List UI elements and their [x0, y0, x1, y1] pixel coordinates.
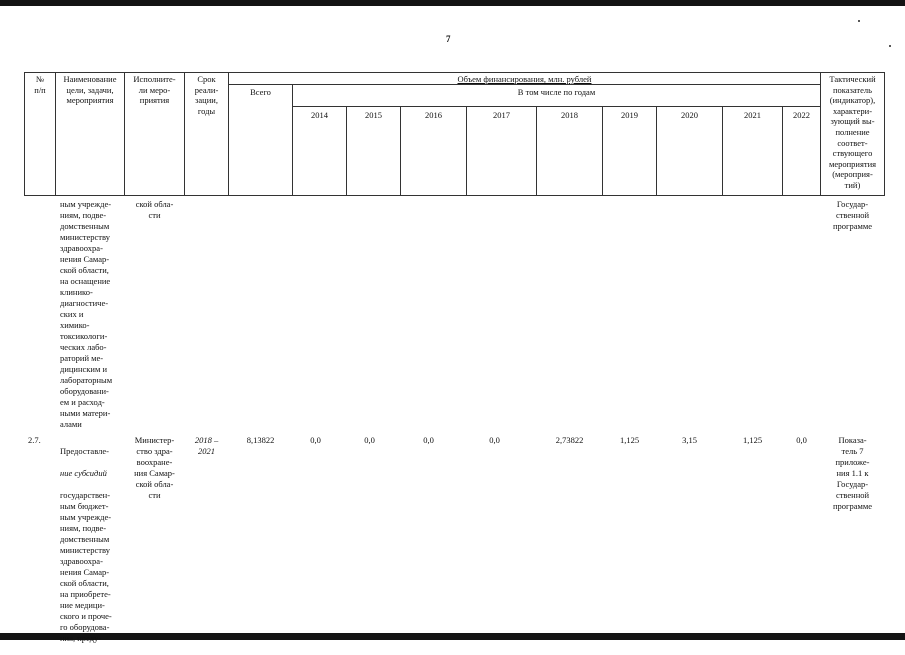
year-2017: 2017 [493, 110, 510, 120]
row-value-2020: 3,15 [682, 435, 697, 445]
continuation-indicator: Государ- ственной программе [832, 199, 873, 231]
row-value-2017: 0,0 [489, 435, 500, 445]
year-2022: 2022 [793, 110, 810, 120]
header-executor: Исполните- ли меро- приятия [133, 74, 176, 106]
row-term: 2018 – 2021 [194, 435, 219, 456]
row-name-rest: государствен- ным бюджет- ным учрежде- ниям, подве- домственным министерству здравоохра- нения Самар- ской области, на приобрете- ние медици- ского и проче- го оборудова- ния, преду- [60, 490, 112, 643]
row-name-subsidy: ние субсидий [60, 468, 107, 478]
header-indicator: Тактический показатель (индикатор), характери- зующий вы- полнение соответ- ствующего мероприятия (мероприя- тий) [828, 74, 877, 190]
row-executor: Министер- ство здра- воохране- ния Самар- ской обла- сти [134, 435, 175, 500]
row-name [60, 435, 126, 655]
year-2021: 2021 [744, 110, 761, 120]
continuation-name: ным учрежде- ниям, подве- домственным министерству здравоохра- нения Самар- ской области, на оснащение клинико- диагностиче- ских и химико- токсикологи- ческих лабо- раторий ме- дицинским и лабораторным оборудовани- ем и расход- ными матери- алами [60, 199, 113, 429]
year-2020: 2020 [681, 110, 698, 120]
header-by-years: В том числе по годам [517, 87, 596, 97]
row-value-2019: 1,125 [619, 435, 640, 445]
scan-speck [858, 20, 860, 22]
header-total: Всего [250, 87, 271, 97]
row-value-2022: 0,0 [796, 435, 807, 445]
year-2019: 2019 [621, 110, 638, 120]
row-value-2014: 0,0 [310, 435, 321, 445]
header-funding: Объем финансирования, млн. рублей [457, 74, 592, 84]
year-2015: 2015 [365, 110, 382, 120]
row-number: 2.7. [28, 435, 41, 445]
scan-bottom-border [0, 633, 905, 640]
row-indicator: Показа- тель 7 приложе- ния 1.1 к Государ- ственной программе [832, 435, 873, 511]
header-name: Наименование цели, задачи, мероприятия [63, 74, 117, 106]
row-value-2021: 1,125 [742, 435, 763, 445]
continuation-executor: ской обла- сти [135, 199, 174, 220]
row-value-2018: 2,73822 [555, 435, 584, 445]
page-number: 7 [446, 34, 451, 44]
row-total: 8,13822 [246, 435, 275, 445]
year-2018: 2018 [561, 110, 578, 120]
year-2014: 2014 [311, 110, 328, 120]
row-value-2015: 0,0 [364, 435, 375, 445]
scan-speck [889, 45, 891, 47]
row-value-2016: 0,0 [423, 435, 434, 445]
scan-top-border [0, 0, 905, 6]
header-term: Срок реали- зации, годы [194, 74, 219, 116]
year-2016: 2016 [425, 110, 442, 120]
row-name-first: Предоставле- [60, 446, 109, 456]
header-number: № п/п [34, 74, 46, 95]
